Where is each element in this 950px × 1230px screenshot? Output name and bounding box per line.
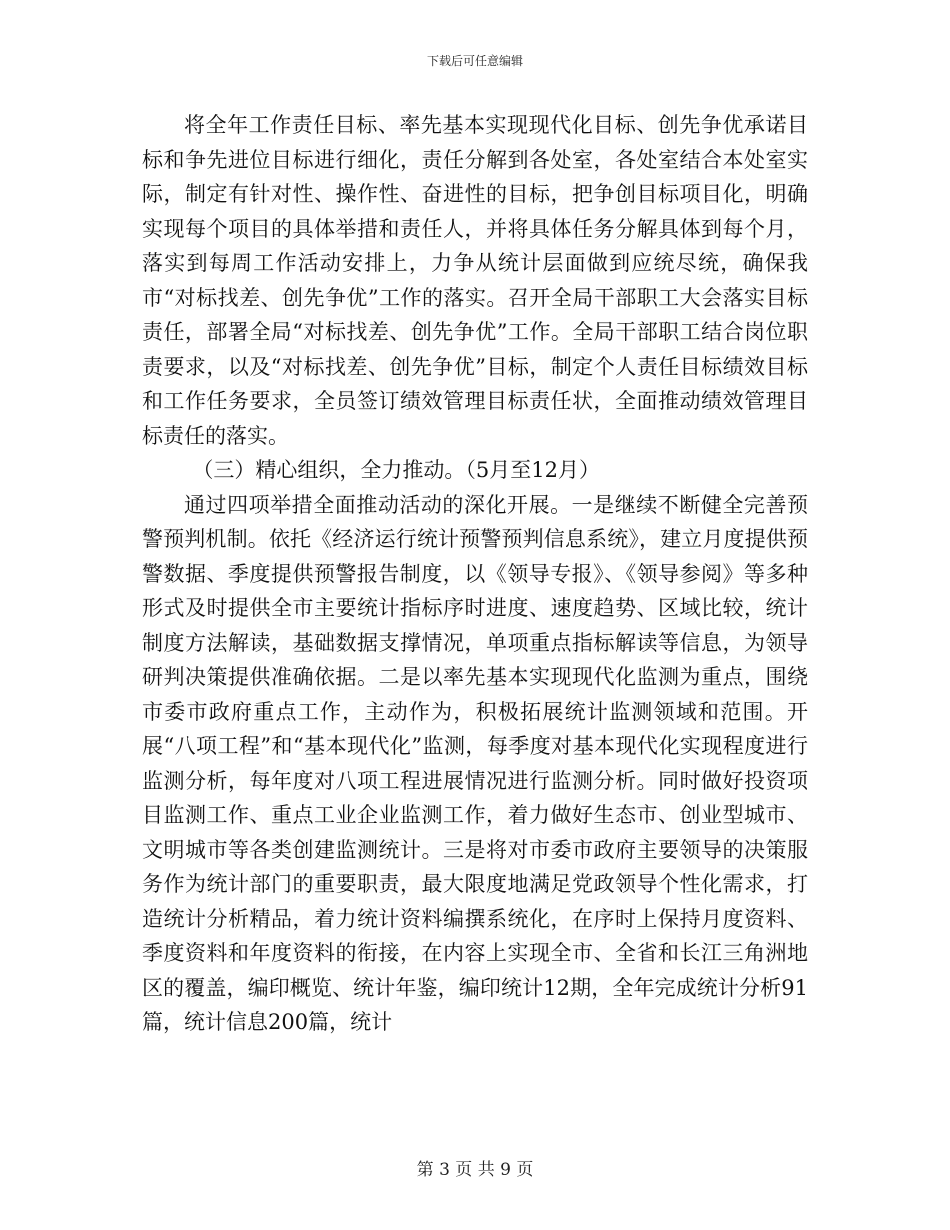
section-heading: （三）精心组织，全力推动。（5月至12月） [192, 458, 600, 482]
page-footer: 第 3 页 共 9 页 [416, 1160, 534, 1180]
body-paragraph: 通过四项举措全面推动活动的深化开展。一是继续不断健全完善预警预判机制。依托《经济运行统计预警预判信息系统》，建立月度提供预警数据、季度提供预警报告制度，以《领导专报》、《领导参阅》等多种形式及时提供全市主要统计指标序时进度、速度趋势、区域比较，统计制度方法解读，基础数据支撑情况，单项重点指标解读等信息，为领导研判决策提供准确依据。二是以率先基本实现现代化监测为重点，围绕市委市政府重点工作，主动作为，积极拓展统计监测领域和范围。开展“八项工程”和“基本现代化”监测，每季度对基本现代化实现程度进行监测分析，每年度对八项工程进展情况进行监测分析。同时做好投资项目监测工作、重点工业企业监测工作，着力做好生态市、创业型城市、文明城市等各类创建监测统计。三是将对市委市政府主要领导的决策服务作为统计部门的重要职责，最大限度地满足党政领导个性化需求，打造统计分析精品，着力统计资料编撰系统化，在序时上保持月度资料、季度资料和年度资料的衔接，在内容上实现全市、全省和长江三角洲地区的覆盖，编印概览、统计年鉴，编印统计12期，全年完成统计分析91篇，统计信息200篇，统计 [142, 492, 808, 1034]
body-paragraph: 将全年工作责任目标、率先基本实现现代化目标、创先争优承诺目标和争先进位目标进行细化，责任分解到各处室，各处室结合本处室实际，制定有针对性、操作性、奋进性的目标，把争创目标项目化，明确实现每个项目的具体举措和责任人，并将具体任务分解具体到每个月，落实到每周工作活动安排上，力争从统计层面做到应统尽统，确保我市“对标找差、创先争优”工作的落实。召开全局干部职工大会落实目标责任，部署全局“对标找差、创先争优”工作。全局干部职工结合岗位职责要求，以及“对标找差、创先争优”目标，制定个人责任目标绩效目标和工作任务要求，全员签订绩效管理目标责任状，全面推动绩效管理目标责任的落实。 [142, 113, 808, 448]
page-header: 下载后可任意编辑 [426, 54, 523, 68]
document-body [142, 108, 808, 1040]
